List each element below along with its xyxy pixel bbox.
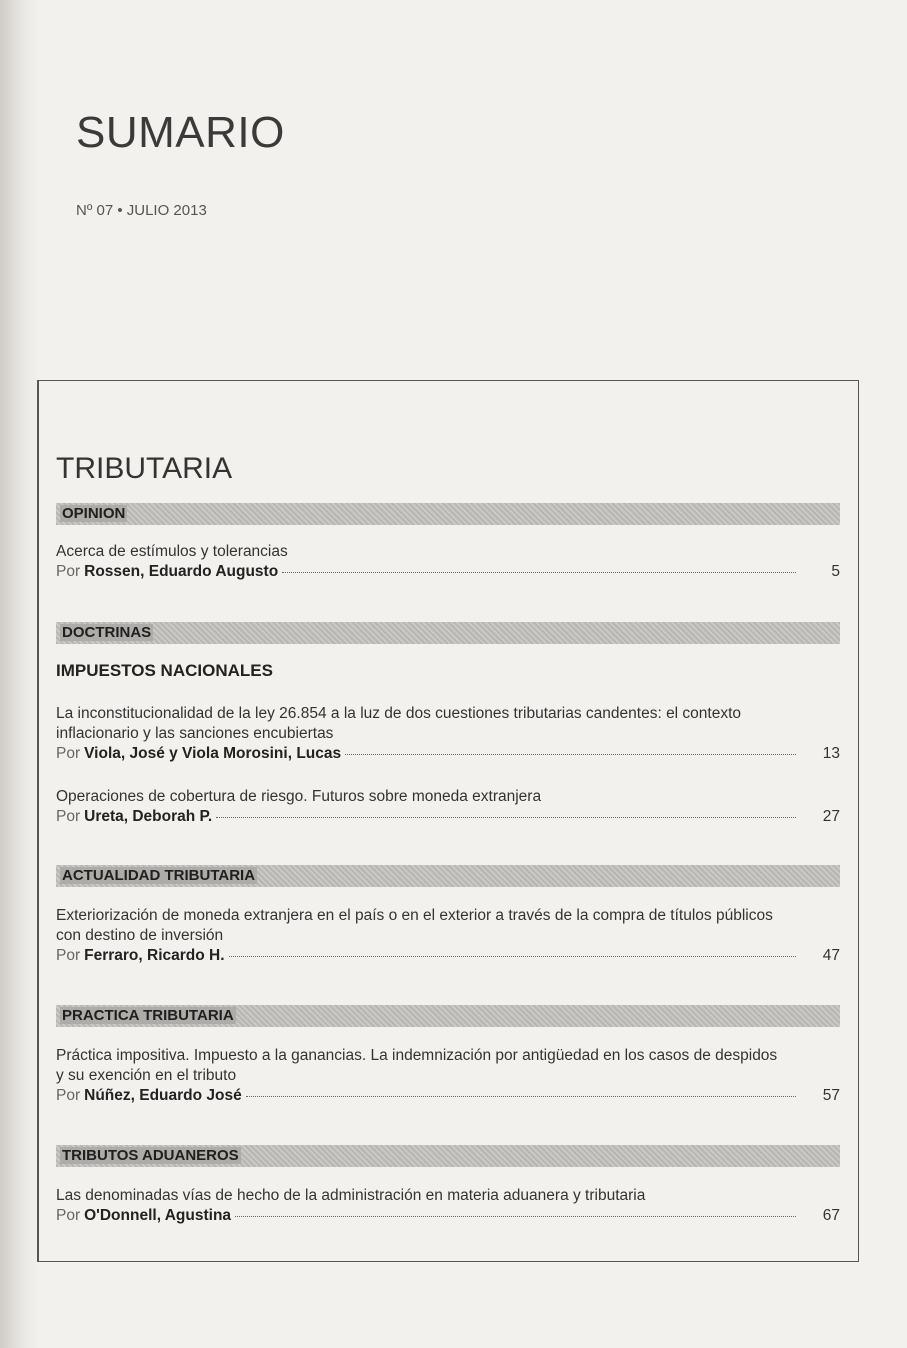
entry-page: 5	[831, 563, 840, 580]
leader-dots	[235, 1216, 796, 1217]
page-binding-shadow	[0, 0, 40, 1348]
entry-author: O'Donnell, Agustina	[84, 1207, 232, 1224]
leader-dots	[216, 817, 796, 818]
entry-by: Por	[56, 1087, 81, 1104]
category-bar-doctrinas	[56, 622, 840, 644]
page-title: SUMARIO	[76, 108, 285, 157]
category-bar-opinion	[56, 503, 840, 525]
entry-title: Acerca de estímulos y tolerancias	[56, 543, 288, 560]
entry-title: Operaciones de cobertura de riesgo. Futuros sobre moneda extranjera	[56, 788, 542, 805]
entry-page: 57	[822, 1087, 840, 1104]
toc-entry[interactable]	[56, 1046, 840, 1106]
toc-entry[interactable]	[56, 704, 840, 764]
entry-author: Ferraro, Ricardo H.	[84, 947, 225, 964]
entry-title: Práctica impositiva. Impuesto a la ganancias. La indemnización por antigüedad en los casos de despidos y su exención en el tributo	[56, 1047, 778, 1084]
issue-info: Nº 07 • JULIO 2013	[76, 202, 207, 219]
entry-by: Por	[56, 745, 81, 762]
leader-dots	[282, 572, 796, 573]
entry-by: Por	[56, 947, 81, 964]
entry-page: 27	[822, 808, 840, 825]
toc-entry[interactable]	[56, 542, 840, 582]
category-label: TRIBUTOS ADUANEROS	[62, 1147, 239, 1164]
entry-by: Por	[56, 563, 81, 580]
category-label: OPINION	[62, 505, 126, 522]
entry-title: Exteriorización de moneda extranjera en el país o en el exterior a través de la compra de títulos públicos con destino de inversión	[56, 907, 773, 944]
entry-author: Viola, José y Viola Morosini, Lucas	[84, 745, 342, 762]
entry-title: La inconstitucionalidad de la ley 26.854 a la luz de dos cuestiones tributarias candentes: el contexto inflacionario y las sanciones encubiertas	[56, 705, 742, 742]
entry-by: Por	[56, 808, 81, 825]
entry-author: Núñez, Eduardo José	[84, 1087, 242, 1104]
leader-dots	[345, 754, 796, 755]
leader-dots	[229, 956, 796, 957]
toc-entry[interactable]	[56, 906, 840, 966]
entry-author: Rossen, Eduardo Augusto	[84, 563, 279, 580]
category-bar-practica	[56, 1005, 840, 1027]
subsection-heading: IMPUESTOS NACIONALES	[56, 661, 273, 680]
entry-page: 47	[822, 947, 840, 964]
toc-entry[interactable]	[56, 1186, 840, 1226]
category-bar-actualidad	[56, 865, 840, 887]
category-label: ACTUALIDAD TRIBUTARIA	[62, 867, 256, 884]
entry-by: Por	[56, 1207, 81, 1224]
entry-title: Las denominadas vías de hecho de la administración en materia aduanera y tributaria	[56, 1187, 646, 1204]
section-title: TRIBUTARIA	[56, 452, 233, 485]
entry-page: 13	[822, 745, 840, 762]
toc-entry[interactable]	[56, 787, 840, 827]
entry-page: 67	[822, 1207, 840, 1224]
category-bar-aduaneros	[56, 1145, 840, 1167]
leader-dots	[246, 1096, 796, 1097]
category-label: DOCTRINAS	[62, 624, 152, 641]
category-label: PRACTICA TRIBUTARIA	[62, 1007, 234, 1024]
entry-author: Ureta, Deborah P.	[84, 808, 213, 825]
